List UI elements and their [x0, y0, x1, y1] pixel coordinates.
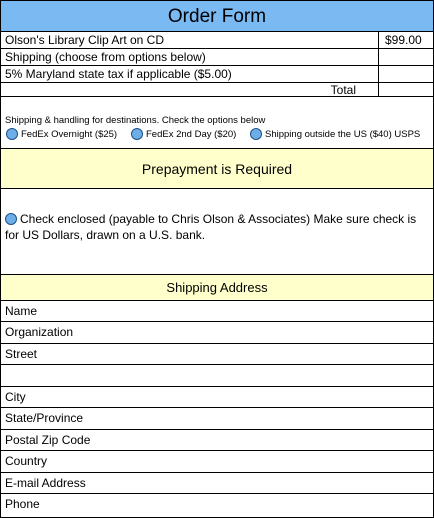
address-field-street[interactable]: Street	[1, 344, 433, 365]
shipping-option-fedex-2nd-day[interactable]	[131, 128, 236, 140]
form-title: Order Form	[1, 1, 433, 32]
shipping-options	[1, 97, 433, 149]
address-field-postal-code[interactable]: Postal Zip Code	[1, 430, 433, 451]
order-row-tax	[1, 66, 433, 83]
payment-check-option	[1, 189, 433, 275]
radio-button-icon[interactable]	[250, 128, 262, 140]
address-field-organization[interactable]: Organization	[1, 322, 433, 344]
order-item-amount[interactable]	[379, 66, 433, 82]
check-option[interactable]	[5, 211, 429, 243]
address-field-email[interactable]: E-mail Address	[1, 473, 433, 494]
shipping-option-label: FedEx Overnight ($25)	[21, 128, 118, 140]
address-field-city[interactable]: City	[1, 387, 433, 408]
shipping-option-label: Shipping outside the US ($40) USPS	[265, 128, 421, 140]
shipping-option-fedex-overnight[interactable]	[6, 128, 117, 140]
check-option-label: Check enclosed (payable to Chris Olson & Associates) Make sure check is for US Dollars, drawn on a U.S. bank.	[5, 212, 417, 242]
address-field-phone[interactable]: Phone	[5, 497, 40, 511]
address-field-state[interactable]: State/Province	[1, 408, 433, 430]
shipping-option-international[interactable]	[250, 128, 420, 140]
order-item-amount[interactable]	[379, 49, 433, 65]
radio-button-icon[interactable]	[131, 128, 143, 140]
order-item-label: Shipping (choose from options below)	[1, 49, 379, 65]
prepayment-banner: Prepayment is Required	[1, 149, 433, 189]
address-field-street-2[interactable]	[1, 365, 433, 387]
order-item-label: 5% Maryland state tax if applicable ($5.00)	[1, 66, 379, 82]
total-amount[interactable]	[379, 83, 433, 96]
shipping-address-heading: Shipping Address	[1, 275, 433, 301]
order-row-product	[1, 32, 433, 49]
order-item-label: Olson's Library Clip Art on CD	[1, 32, 379, 48]
order-row-shipping	[1, 49, 433, 66]
address-field-name[interactable]: Name	[1, 301, 433, 322]
radio-button-icon[interactable]	[6, 128, 18, 140]
address-field-country[interactable]: Country	[1, 451, 433, 473]
shipping-option-label: FedEx 2nd Day ($20)	[146, 128, 237, 140]
order-row-total	[1, 83, 433, 97]
total-label: Total	[1, 83, 379, 96]
radio-button-icon[interactable]	[5, 213, 17, 225]
shipping-heading: Shipping & handling for destinations. Check the options below	[5, 115, 266, 126]
order-item-amount[interactable]: $99.00	[385, 33, 422, 47]
